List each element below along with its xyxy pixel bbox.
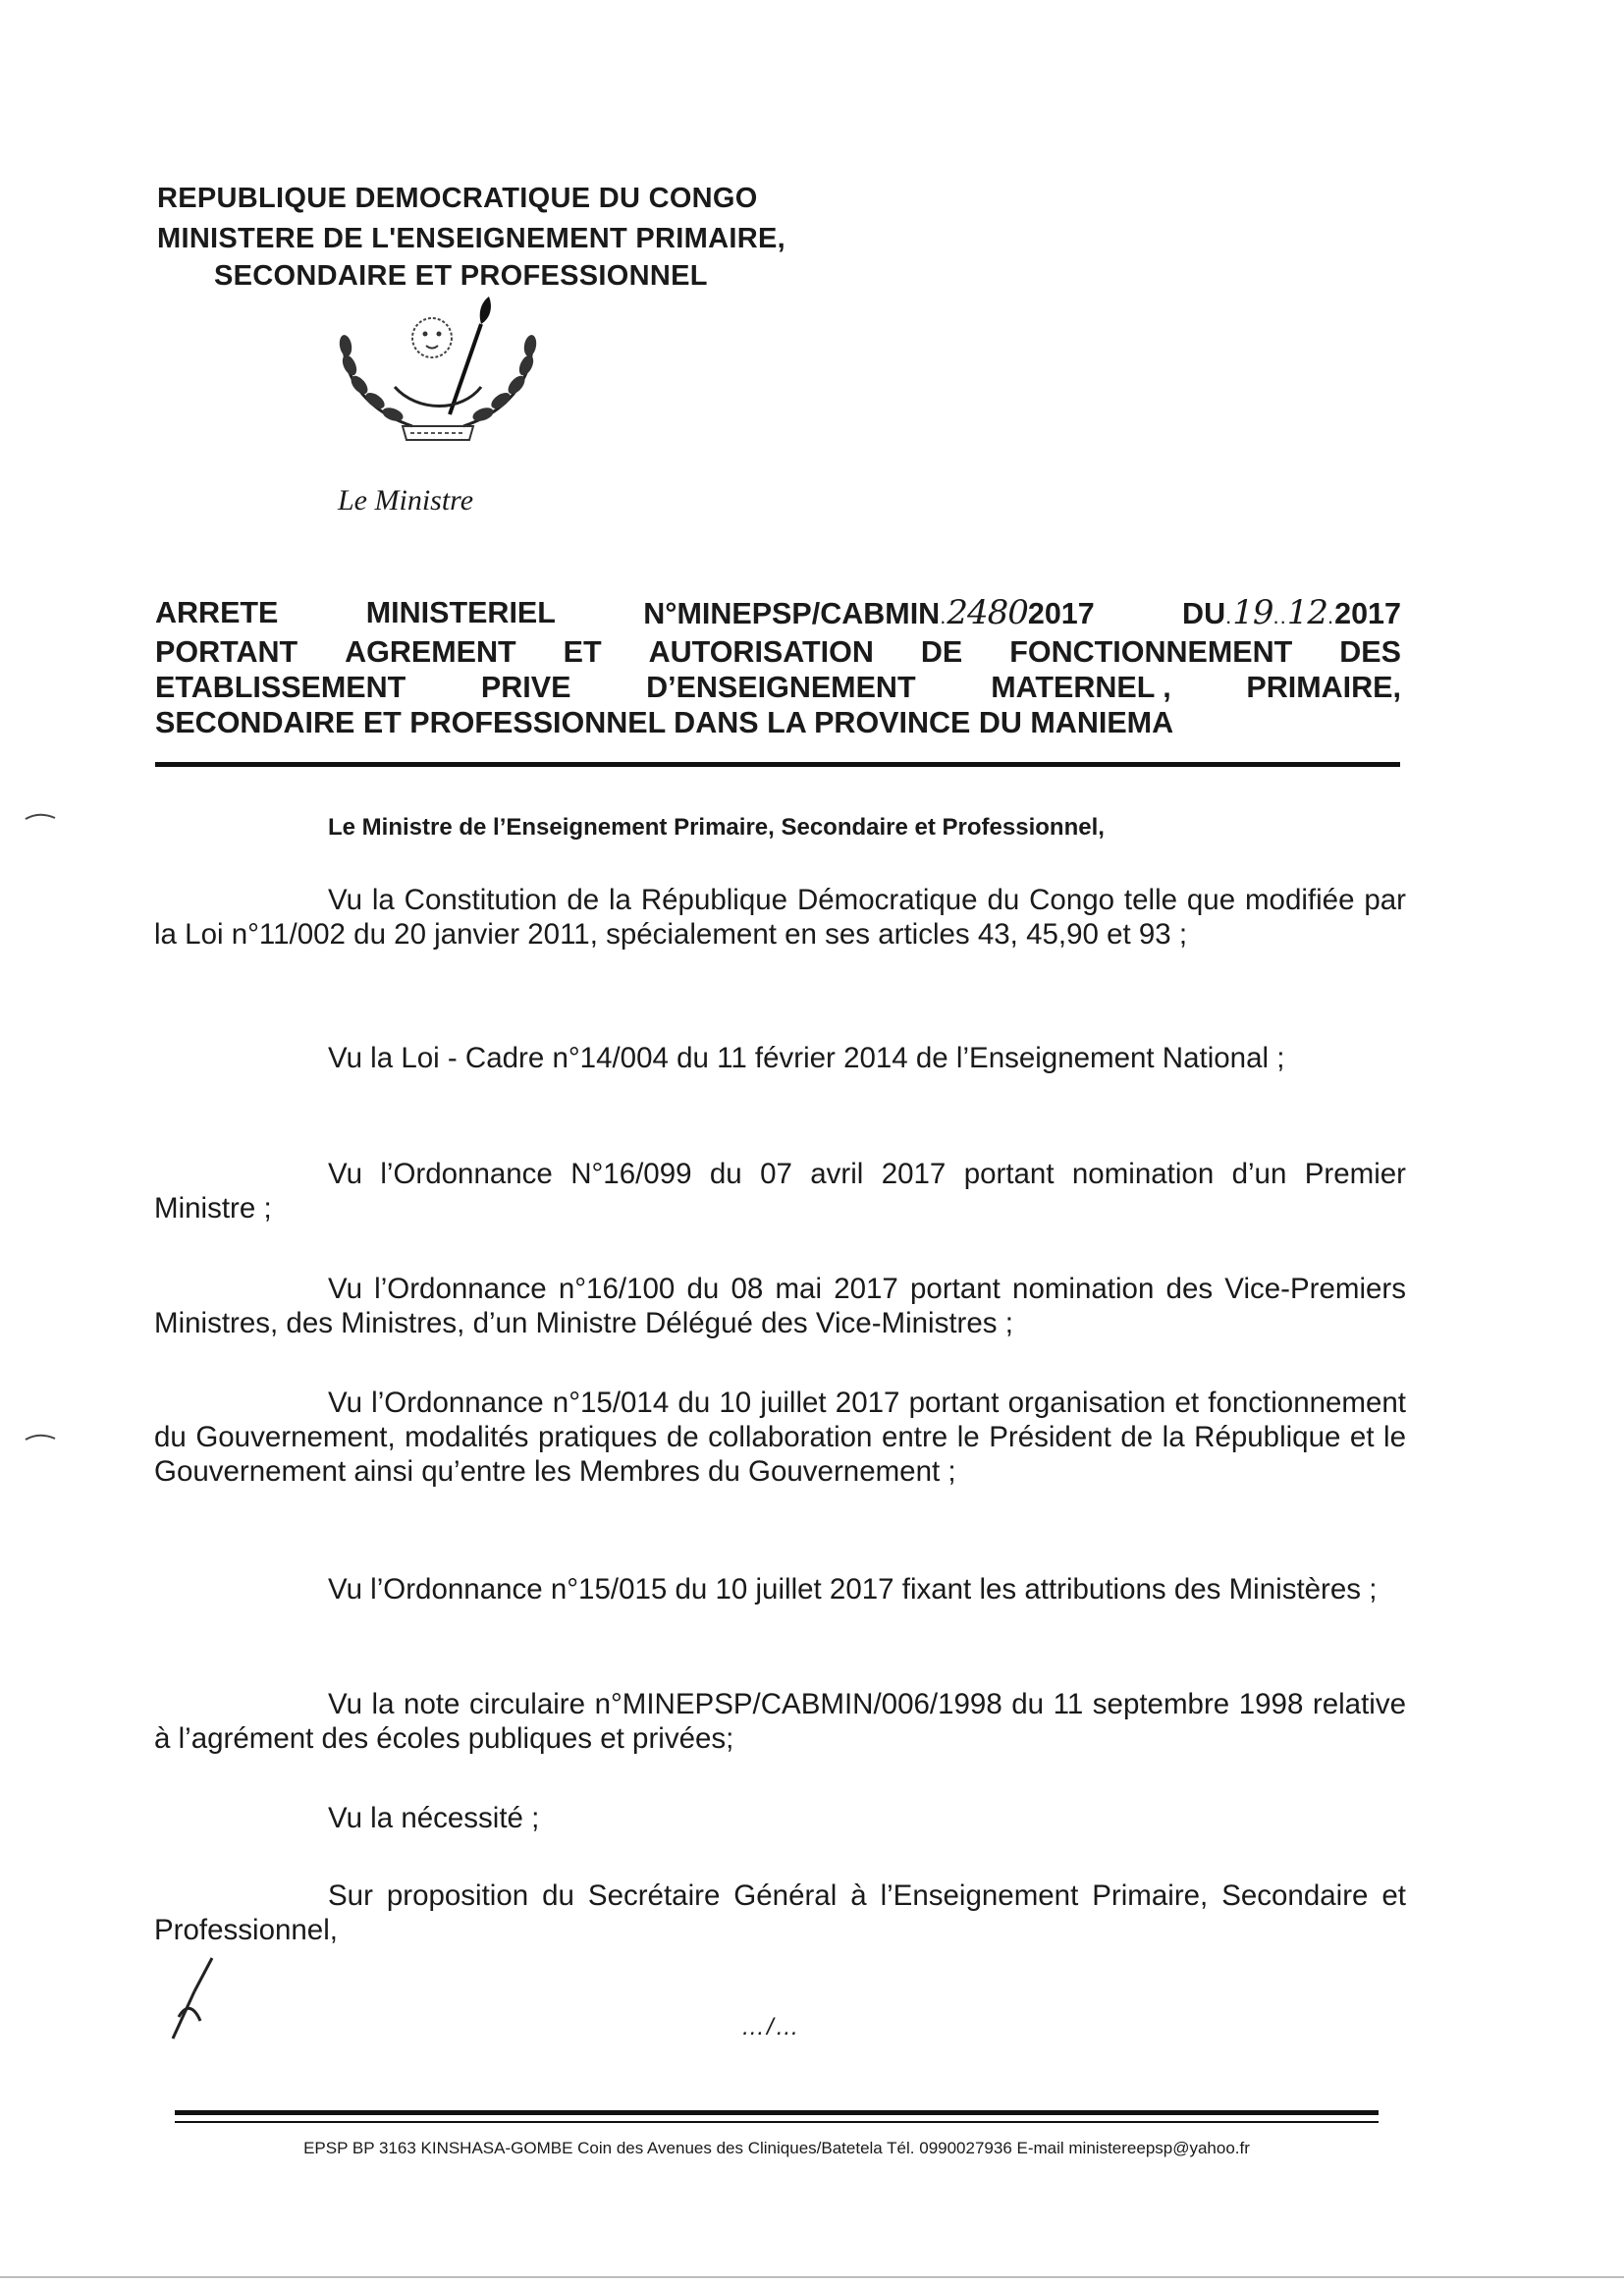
considerant-paragraph: Vu l’Ordonnance n°15/014 du 10 juillet 2017 portant organisation et fonctionnement du Gouvernement, modalités pratiques de collaboration entre le Président de la République et le Gouvernement ainsi qu’entre les Membres du Gouvernement ; bbox=[154, 1387, 1406, 1488]
continuation-mark: …/… bbox=[741, 2014, 801, 2041]
title-word: ETABLISSEMENT bbox=[155, 671, 406, 704]
considerant-paragraph: Sur proposition du Secrétaire Général à l’Enseignement Primaire, Secondaire et Professionnel, bbox=[154, 1879, 1406, 1946]
scan-mark bbox=[24, 811, 57, 821]
decree-reference: N°MINEPSP/CABMIN . 2480 2017 bbox=[643, 593, 1095, 632]
footer-divider bbox=[175, 2110, 1379, 2115]
title-word: AGREMENT bbox=[345, 635, 516, 669]
considerant-paragraph: Vu la Loi - Cadre n°14/004 du 11 février 2014 de l’Enseignement National ; bbox=[328, 1042, 1285, 1074]
title-word: ET bbox=[563, 635, 602, 669]
considerant-paragraph: Vu la nécessité ; bbox=[328, 1802, 540, 1834]
title-word: AUTORISATION bbox=[648, 635, 874, 669]
title-word: FONCTIONNEMENT bbox=[1009, 635, 1293, 669]
reference-prefix: N°MINEPSP/CABMIN bbox=[643, 597, 941, 630]
considerant-paragraph: Vu l’Ordonnance N°16/099 du 07 avril 2017 portant nomination d’un Premier Ministre ; bbox=[154, 1158, 1406, 1225]
handwritten-number: 2480 bbox=[947, 593, 1028, 632]
coat-of-arms-icon bbox=[334, 297, 542, 444]
title-word: PRIMAIRE, bbox=[1246, 671, 1401, 704]
handwritten-day: 19 bbox=[1232, 593, 1273, 632]
date-year: 2017 bbox=[1334, 597, 1401, 630]
preamble-intro: Le Ministre de l’Enseignement Primaire, Secondaire et Professionnel, bbox=[328, 814, 1105, 841]
decree-date: DU . 19 .. 12 . 2017 bbox=[1182, 593, 1401, 632]
considerant-paragraph: Vu la Constitution de la République Démocratique du Congo telle que modifiée par la Loi n°11/002 du 20 janvier 2011, spécialement en ses articles 43, 45,90 et 93 ; bbox=[154, 884, 1406, 951]
country-name: REPUBLIQUE DEMOCRATIQUE DU CONGO bbox=[157, 183, 758, 214]
title-word: PORTANT bbox=[155, 635, 298, 669]
page-edge bbox=[0, 2276, 1624, 2278]
title-word: DES bbox=[1339, 635, 1401, 669]
considerant-paragraph: Vu l’Ordonnance n°16/100 du 08 mai 2017 portant nomination des Vice-Premiers Ministres, des Ministres, d’un Ministre Délégué des Vice-Ministres ; bbox=[154, 1273, 1406, 1339]
signatory-title: Le Ministre bbox=[338, 484, 474, 517]
considerant-paragraph: Vu l’Ordonnance n°15/015 du 10 juillet 2017 fixant les attributions des Ministères ; bbox=[328, 1573, 1378, 1606]
footer-divider-thin bbox=[175, 2121, 1379, 2123]
footer-address: EPSP BP 3163 KINSHASA-GOMBE Coin des Avenues des Cliniques/Batetela Tél. 0990027936 E-mail ministereepsp@yahoo.fr bbox=[303, 2139, 1250, 2157]
ministry-name-line2: SECONDAIRE ET PROFESSIONNEL bbox=[214, 260, 708, 292]
handwritten-month: 12 bbox=[1286, 593, 1327, 632]
title-line: SECONDAIRE ET PROFESSIONNEL DANS LA PROVINCE DU MANIEMA bbox=[155, 706, 1174, 739]
title-word: MINISTERIEL bbox=[365, 596, 556, 629]
date-prefix: DU bbox=[1182, 597, 1226, 630]
title-word: ARRETE bbox=[155, 596, 279, 629]
ministry-name-line1: MINISTERE DE L'ENSEIGNEMENT PRIMAIRE, bbox=[157, 223, 785, 254]
title-word: D’ENSEIGNEMENT bbox=[646, 671, 916, 704]
decree-title bbox=[155, 595, 1401, 740]
initial-mark-icon bbox=[167, 1956, 226, 2044]
title-word: DE bbox=[920, 635, 963, 669]
scan-mark bbox=[24, 1432, 57, 1442]
reference-year: 2017 bbox=[1027, 597, 1095, 630]
title-divider bbox=[155, 762, 1400, 767]
title-word: MATERNEL , bbox=[991, 671, 1171, 704]
considerant-paragraph: Vu la note circulaire n°MINEPSP/CABMIN/006/1998 du 11 septembre 1998 relative à l’agrément des écoles publiques et privées; bbox=[154, 1688, 1406, 1755]
title-word: PRIVE bbox=[480, 671, 571, 704]
